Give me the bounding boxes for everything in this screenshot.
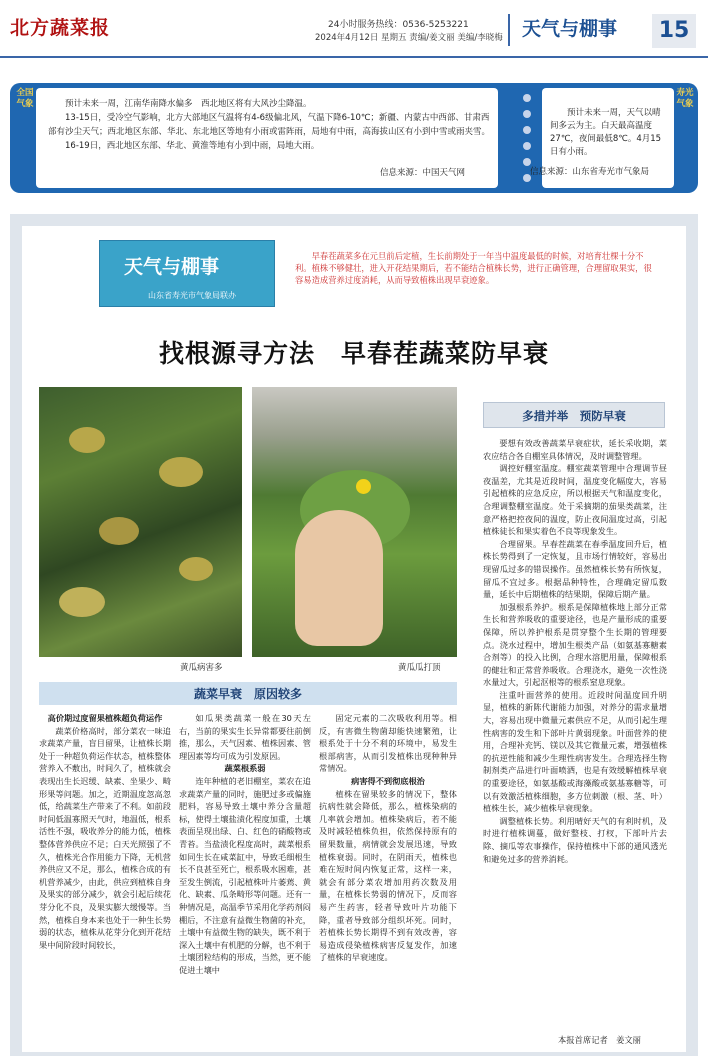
local-weather-source: 信息来源：山东省寿光市气象局 bbox=[530, 167, 650, 177]
paragraph: 植株在留果较多的情况下，整体抗病性就会降低，那么，植株染病的几率就会增加。植株染病后，若不能及时减轻植株负担，依然保持原有的留果数量，病情就会发展迅速，导致植株衰弱。同时，在阴雨天，植株也难在短时间内恢复正常，这样一来，就会有部分菜农增加用药次数及用量，在植株长势弱的情况下，反而容易产生药害，轻者导致叶片功能下降，重者导致部分组织坏死。同时，若植株长势长期得不到有效改善，容易造成侵染植株病害反复发作，加速了植株的早衰速度。 bbox=[319, 788, 457, 963]
paragraph: 加强根系养护。根系是保障植株地上部分正常生长和营养吸收的重要途径，也是产量形成的重要保障，所以养护根系是贯穿整个生长期的管理要点。浇水过程中，增加生根类产品（如氨基寡糖素合剂等）的投入比例，合理水溶肥用量，保障根系的健壮和正常营养吸收。合理浇水，避免一次性浇水量过大，引起沤根等的根系窒息现象。 bbox=[483, 601, 667, 688]
author-byline: 本报首席记者 姜文丽 bbox=[558, 1035, 641, 1045]
subheading: 蔬菜根系弱 bbox=[224, 763, 266, 774]
paragraph: 注重叶面营养的使用。近段时间温度回升明显，植株的新陈代谢能力加强，对养分的需求量增大，容易出现中微量元素供应不足，从而引起生理性病害的发生和下部叶片黄弱现象。叶面营养的使用，合理补充钙、镁以及其它微量元素，增强植株的抗逆性能和减少生理性病害发生。合理选择生物制剂类产品进行叶面喷洒，也是有效缓解植株早衰的重要途径，如氨基酸或海藻酸或氨基寡糖等，可以有效激活植株细胞，多方位刺激（根、茎、叶）植株生长，减少植株早衰现象。 bbox=[483, 689, 667, 814]
national-weather-para: 13-15日，受冷空气影响，北方大部地区气温将有4-6级偏北风，气温下降6-10℃；新疆、内蒙古中西部、甘肃西部有沙尘天气；西北地区东部、华北、东北地区等地有小雨或雷阵雨，局地有中雨，高海拔山区有小到中雪或雨夹雪。 bbox=[48, 113, 491, 137]
article-column-4 bbox=[483, 437, 667, 865]
article-intro: 早春茬蔬菜多在元旦前后定植，生长前期处于一年当中温度最低的时候，对培育壮棵十分不利。植株不够健壮，进入开花结果期后，若不能结合植株长势，进行正确管理，合理留取果实，很容易造成营养过度消耗，从而导致植株出现早衰迹象。 bbox=[295, 251, 652, 285]
hotline-text: 24小时服务热线：0536-5253221 bbox=[328, 20, 469, 30]
local-weather-label: 寿光气象 bbox=[676, 88, 694, 109]
hand-holding-vine bbox=[295, 510, 383, 646]
diseased-cucumber-photo bbox=[39, 387, 242, 657]
national-weather-label: 全国气象 bbox=[16, 88, 34, 109]
paragraph: 固定元素的二次吸收利用等。相反，有害微生物菌却能快速繁殖，让根系处于十分不利的环境中，易发生根部病害，从而引发植株出现种种异常情况。 bbox=[319, 713, 457, 774]
paragraph: 要想有效改善蔬菜早衰症状，延长采收期，菜农应结合各自棚室具体情况，及时调整管理。 bbox=[483, 438, 667, 461]
national-weather-para: 16-19日，西北地区东部、华北、黄淮等地有小到中雨，局地大雨。 bbox=[65, 141, 320, 151]
causes-subhead: 蔬菜早衰 原因较多 bbox=[193, 687, 302, 701]
paragraph: 如瓜果类蔬菜一般在30天左右，当前的果实生长异常都要往前倒推，那么，天气因素、植株因素、管理因素等均可成为引发原因。 bbox=[179, 713, 311, 761]
paragraph: 蔬菜价格高时，部分菜农一味追求蔬菜产量，盲目留果，让植株长期处于一种超负荷运作状态，植株整体营养入不敷出，时间久了，植株就会表现出生长迟缓、缺素、坐果少、畸形果等问题。加之，近期温度忽高忽低，给蔬菜生产带来了不利。如前段时间低温寡照天气时，地温低，根系活性不强，吸收养分的能力低，植株整体营养供应不足；白天光照强了不久，植株光合作用能力下降，无机营养供应又不足，那么，植株合成的有机营养减少，由此，供应到植株自身及果实的部分减少，就会引起后续花芽分化不良，及果实膨大缓慢等。当然，植株自身本来也处于一种生长势弱的状态，植株从花芽分化到开花结果中间阶段时间较长， bbox=[39, 725, 171, 950]
photo-caption-left: 黄瓜病害多 bbox=[180, 663, 223, 673]
national-weather-text bbox=[48, 97, 490, 153]
banner-title: 天气与棚事 bbox=[124, 256, 220, 278]
article-column-1 bbox=[39, 712, 171, 951]
article-column-2 bbox=[179, 712, 311, 976]
paragraph: 合理留果。早春茬蔬菜在春季温度回升后，植株长势得到了一定恢复，且市场行情较好，容易出现留瓜过多的错误操作。虽然植株长势有所恢复，留瓜不宜过多。根据品种特性，合理确定留瓜数量，延长中后期植株的结果期，保障后期产量。 bbox=[483, 538, 667, 600]
paragraph: 调控好棚室温度。棚室蔬菜管理中合理调节昼夜温差，尤其是近段时间，温度变化幅度大，容易引起植株的应急反应，所以根据天气和温度变化，合理调整棚室温度。处于采摘期的茄果类蔬菜，注意严格把控夜间的温度，防止夜间温度过高，引起植株徒长和果实着色不良等现象发生。 bbox=[483, 463, 667, 537]
national-weather-para: 预计未来一周，江南华南降水偏多 西北地区将有大风沙尘降温。 bbox=[65, 99, 312, 109]
section-title: 天气与棚事 bbox=[522, 18, 618, 40]
header-divider bbox=[508, 14, 510, 46]
prevention-subhead: 多措并举 预防早衰 bbox=[522, 409, 626, 423]
paragraph: 连年种植的老旧棚室，菜农在追求蔬菜产量的同时，施肥过多或偏施肥料，容易导致土壤中养分含量超标，使得土壤盐渍化程度加重，土壤表面呈现出绿、白、红色的硝酸物或青苔。当盐渍化程度高时，蔬菜根系如同生长在咸菜缸中，导致毛细根生长不良甚至死亡，根系吸水困难，甚至发生倒流，引起植株叶片萎蔫、黄化、缺素、瓜条畸形等问题。还有一种情况是，高温季节采用化学药剂闷棚后，不注意有益微生物菌的补充，土壤中有益微生物的缺失，既不利于深入土壤中有机肥的分解，也不利于土壤团粒结构的形成，当然，更不能促进土壤中 bbox=[179, 775, 311, 975]
paragraph: 调整植株长势。利用晴好天气的有利时机，及时进行植株调蔓，做好整枝、打杈，下部叶片去除、摘瓜等农事操作，保持植株中下部的通风透光和避免过多的营养消耗。 bbox=[483, 815, 667, 864]
newspaper-logo: 北方蔬菜报 bbox=[10, 17, 111, 39]
local-weather-text: 预计未来一周，天气以晴间多云为主。白天最高温度27℃，夜间最低8℃。4月15日有小雨。 bbox=[550, 108, 662, 157]
photo-caption-right: 黄瓜瓜打顶 bbox=[398, 663, 441, 673]
dateline-text: 2024年4月12日 星期五 责编/姜文丽 美编/李晓梅 bbox=[315, 33, 503, 43]
national-weather-source: 信息来源：中国天气网 bbox=[380, 168, 466, 178]
subheading: 病害得不到彻底根治 bbox=[351, 775, 425, 786]
article-column-3 bbox=[319, 712, 457, 964]
article-headline: 找根源寻方法 早春茬蔬菜防早衰 bbox=[158, 339, 549, 368]
page-number: 15 bbox=[652, 14, 696, 48]
cucumber-flower bbox=[356, 479, 371, 494]
banner-subtitle: 山东省寿光市气象局联办 bbox=[148, 291, 236, 300]
subheading: 高价期过度留果植株超负荷运作 bbox=[47, 713, 163, 723]
